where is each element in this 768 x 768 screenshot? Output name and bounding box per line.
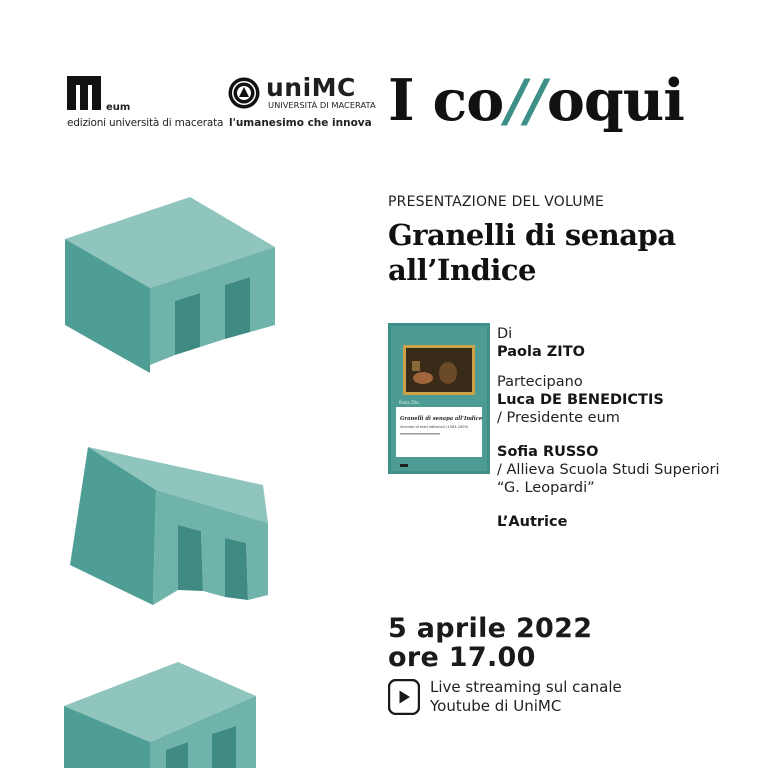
series-title-end: oqui bbox=[546, 67, 684, 134]
participant-3: L’Autrice bbox=[497, 514, 568, 530]
book-cover-title: Granelli di senapa all’Indice bbox=[400, 416, 483, 422]
event-date bbox=[388, 614, 592, 672]
eum-logo-subtitle: edizioni università di macerata bbox=[67, 117, 224, 129]
event-time: ore 17.00 bbox=[388, 642, 536, 673]
series-title-start: I co bbox=[388, 67, 504, 134]
eum-logo-word: eum bbox=[106, 102, 131, 113]
event-title-line-1: Granelli di senapa bbox=[388, 218, 676, 252]
event-title-line-2: all’Indice bbox=[388, 253, 536, 287]
unimc-logo-name: uniMC bbox=[266, 73, 356, 102]
book-cover-subtitle: Vicende di testi editoriali (1563-1603) bbox=[400, 425, 469, 429]
event-details bbox=[497, 325, 757, 531]
event-kicker: PRESENTAZIONE DEL VOLUME bbox=[388, 194, 605, 210]
participant-1-role: / Presidente eum bbox=[497, 410, 620, 426]
unimc-logo-university: UNIVERSITÀ DI MACERATA bbox=[268, 100, 376, 110]
decorative-cube-2 bbox=[68, 445, 278, 610]
participants-label: Partecipano bbox=[497, 374, 583, 390]
eum-logo-mark bbox=[67, 76, 109, 110]
participant-2-role-line-1: / Allieva Scuola Studi Superiori bbox=[497, 462, 720, 478]
streaming-line-2: Youtube di UniMC bbox=[430, 697, 562, 715]
event-day: 5 aprile 2022 bbox=[388, 613, 593, 644]
streaming-line-1: Live streaming sul canale bbox=[430, 678, 622, 696]
book-cover-author: Paola Zito bbox=[399, 400, 419, 405]
book-cover-image bbox=[388, 323, 490, 474]
participant-2-role-line-2: “G. Leopardi” bbox=[497, 480, 595, 496]
event-title bbox=[388, 218, 748, 288]
streaming-info bbox=[430, 678, 622, 716]
unimc-logo-tagline: l'umanesimo che innova bbox=[229, 117, 372, 129]
series-title-slashes: // bbox=[505, 67, 545, 134]
unimc-seal-icon bbox=[228, 77, 260, 109]
decorative-cube-1 bbox=[60, 195, 280, 385]
participant-2-name: Sofia RUSSO bbox=[497, 444, 599, 460]
participant-1-name: Luca DE BENEDICTIS bbox=[497, 392, 664, 408]
decorative-cube-3 bbox=[60, 660, 260, 768]
author-name: Paola ZITO bbox=[497, 344, 585, 360]
series-title bbox=[388, 66, 684, 136]
by-label: Di bbox=[497, 326, 513, 342]
youtube-play-icon[interactable] bbox=[388, 679, 420, 715]
